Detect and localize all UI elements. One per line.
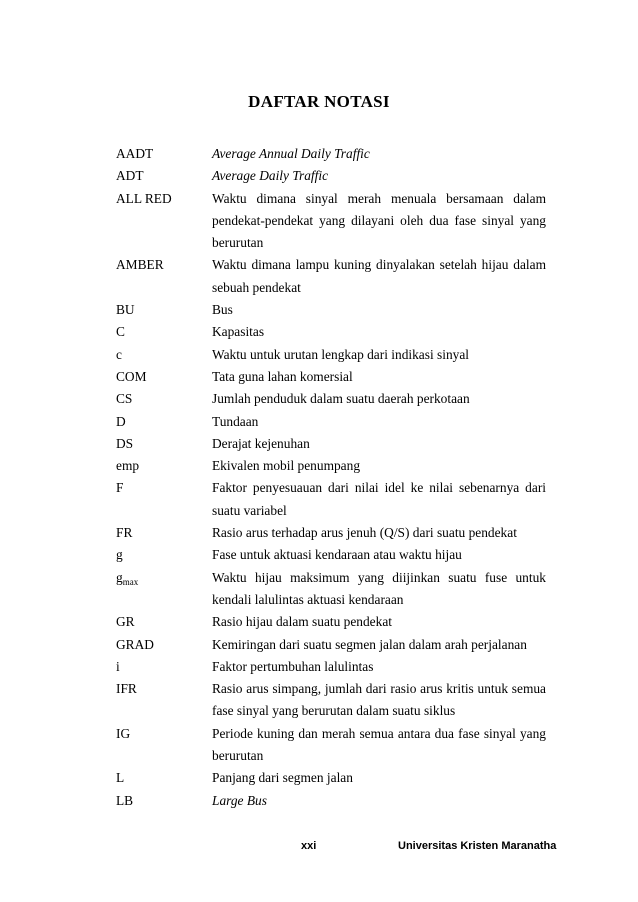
notation-term (116, 344, 212, 366)
notation-definition: Bus (212, 302, 233, 318)
notation-term-symbol: F (116, 480, 124, 496)
notation-term-symbol: IG (116, 725, 131, 741)
notation-definition: Rasio arus terhadap arus jenuh (Q/S) dari suatu pendekat (212, 525, 517, 541)
notation-row (0, 611, 638, 633)
notation-definition: Panjang dari segmen jalan (212, 770, 353, 786)
notation-term (116, 165, 212, 187)
notation-term-symbol: GR (116, 614, 135, 630)
notation-term-symbol: DS (116, 435, 134, 451)
notation-row (0, 477, 638, 522)
notation-term-symbol: L (116, 770, 125, 786)
page-title: DAFTAR NOTASI (248, 92, 390, 111)
notation-term-symbol: g (116, 547, 123, 563)
notation-term (116, 433, 212, 455)
notation-row (0, 723, 638, 768)
notation-row (0, 411, 638, 433)
notation-row (0, 455, 638, 477)
notation-term-symbol: i (116, 658, 120, 674)
notation-row (0, 165, 638, 187)
notation-definition: Ekivalen mobil penumpang (212, 458, 361, 474)
notation-term (116, 366, 212, 388)
notation-term-symbol: ALL RED (116, 190, 172, 206)
notation-term (116, 477, 212, 522)
notation-definition: Large Bus (212, 792, 267, 808)
notation-definition: Periode kuning dan merah semua antara dua fase sinyal yang berurutan (212, 725, 546, 764)
notation-definition: Average Daily Traffic (212, 168, 329, 184)
notation-term-symbol: FR (116, 525, 133, 541)
notation-term-symbol: ADT (116, 168, 144, 184)
notation-term-symbol: c (116, 346, 122, 362)
notation-row (0, 299, 638, 321)
notation-definition: Faktor pertumbuhan lalulintas (212, 658, 374, 674)
notation-definition: Rasio arus simpang, jumlah dari rasio arus kritis untuk semua fase sinyal yang berurutan dalam suatu siklus (212, 681, 546, 719)
notation-term-subscript: max (122, 576, 139, 587)
notation-term (116, 611, 212, 633)
notation-term-symbol: C (116, 324, 125, 340)
notation-term-symbol: LB (116, 792, 134, 808)
notation-term (116, 678, 212, 723)
notation-definition: Tundaan (212, 413, 259, 429)
notation-definition: Tata guna lahan komersial (212, 368, 353, 384)
notation-term (116, 656, 212, 678)
notation-term (116, 790, 212, 812)
notation-term (116, 299, 212, 321)
notation-term-symbol: emp (116, 458, 140, 474)
notation-definition: Derajat kejenuhan (212, 435, 310, 451)
notation-term (116, 455, 212, 477)
notation-definition: Kemiringan dari suatu segmen jalan dalam arah perjalanan (212, 636, 527, 652)
notation-row (0, 567, 638, 612)
notation-row (0, 188, 638, 255)
notation-row (0, 388, 638, 410)
notation-term (116, 388, 212, 410)
notation-term (116, 767, 212, 789)
notation-definition: Waktu dimana lampu kuning dinyalakan setelah hijau dalam sebuah pendekat (212, 257, 546, 295)
notation-row (0, 254, 638, 299)
notation-definition: Fase untuk aktuasi kendaraan atau waktu hijau (212, 547, 462, 563)
notation-term (116, 522, 212, 544)
notation-row (0, 656, 638, 678)
notation-row (0, 344, 638, 366)
notation-term (116, 567, 212, 612)
notation-term (116, 723, 212, 768)
notation-term-symbol: GRAD (116, 636, 154, 652)
notation-row (0, 143, 638, 165)
notation-term-symbol: D (116, 413, 126, 429)
notation-term (116, 544, 212, 566)
footer-institution: Universitas Kristen Maranatha (398, 840, 557, 852)
notation-term-symbol: IFR (116, 681, 137, 697)
notation-term-symbol: AADT (116, 146, 154, 161)
notation-term (116, 411, 212, 433)
notation-definition: Waktu hijau maksimum yang diijinkan suatu fuse untuk kendali lalulintas aktuasi kendaraan (212, 569, 546, 607)
notation-term (116, 143, 212, 165)
notation-row (0, 321, 638, 343)
notation-term-symbol: COM (116, 368, 147, 384)
notation-term-symbol: g (116, 569, 123, 585)
notation-definition: Rasio hijau dalam suatu pendekat (212, 614, 392, 630)
notation-definition: Waktu dimana sinyal merah menuala bersamaan dalam pendekat-pendekat yang dilayani oleh dua fase sinyal yang berurutan (212, 190, 546, 251)
notation-definition: Waktu untuk urutan lengkap dari indikasi sinyal (212, 346, 470, 362)
notation-list (0, 143, 638, 812)
notation-term (116, 634, 212, 656)
notation-row (0, 544, 638, 566)
notation-definition: Average Annual Daily Traffic (212, 146, 370, 161)
notation-definition: Kapasitas (212, 324, 265, 340)
notation-definition: Jumlah penduduk dalam suatu daerah perkotaan (212, 391, 470, 407)
notation-term (116, 254, 212, 299)
notation-row (0, 522, 638, 544)
notation-row (0, 634, 638, 656)
notation-row (0, 433, 638, 455)
notation-row (0, 790, 638, 812)
notation-term (116, 321, 212, 343)
notation-term-symbol: BU (116, 302, 135, 318)
notation-row (0, 767, 638, 789)
notation-term-symbol: CS (116, 391, 133, 407)
page-number: xxi (301, 840, 317, 852)
notation-definition: Faktor penyesuauan dari nilai idel ke nilai sebenarnya dari suatu variabel (212, 480, 546, 518)
notation-term (116, 188, 212, 255)
notation-row (0, 678, 638, 723)
notation-term-symbol: AMBER (116, 257, 164, 273)
notation-row (0, 366, 638, 388)
